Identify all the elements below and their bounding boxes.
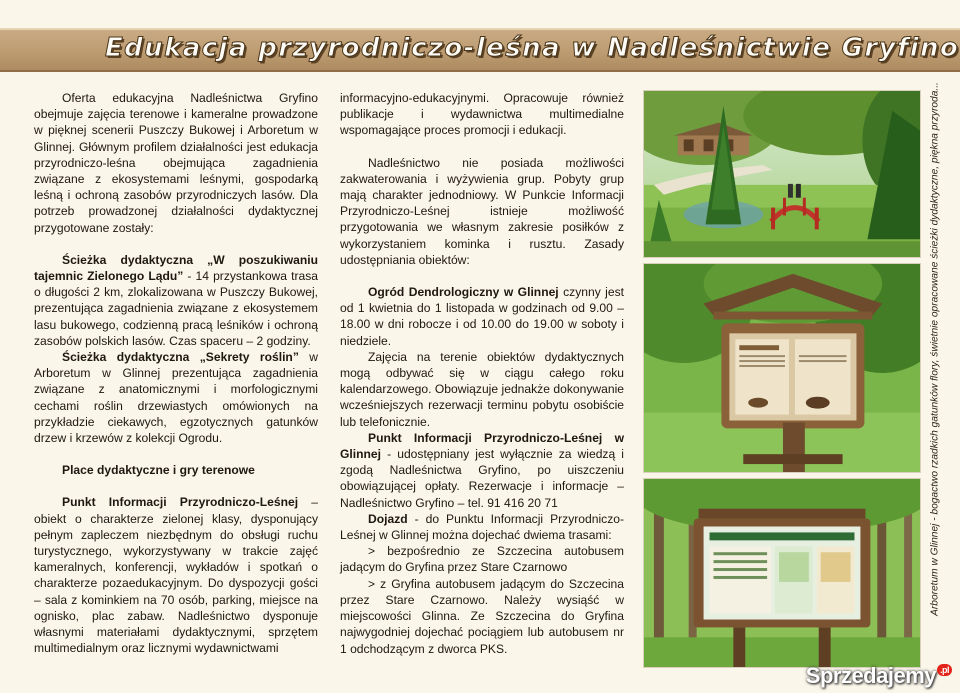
info-point-access-text: - udostępniany jest wyłącznie za wiedzą i zgodą Nadleśnictwa Gryfino, po uiszczeniu obowiązującej opłaty. Rezerwacje i informacje – Nadleśnictwo Gryfino – tel. 91 416 20 71 [340, 447, 624, 510]
photo-arboretum-bridge [643, 90, 921, 258]
vertical-caption [926, 82, 944, 616]
page-title: Edukacja przyrodniczo-leśna w Nadleśnictwie Gryfino [105, 33, 960, 63]
info-point-access-paragraph [340, 430, 624, 511]
directions-text: - do Punktu Informacji Przyrodniczo-Leśnej w Glinnej można dojechać dwiema trasami: [340, 511, 624, 543]
trail-board-image [644, 264, 920, 472]
info-point-paragraph [34, 494, 318, 656]
trail-plant-secrets-heading: Ścieżka dydaktyczna „Sekrety roślin” [62, 350, 299, 365]
info-point-access-heading: Punkt Informacji Przyrodniczo-Leśnej w Glinnej [340, 430, 624, 462]
publications-paragraph: informacyjno-edukacyjnymi. Opracowuje również publikacje i wydawnictwa multimedialne wspomagające proces promocji i edukacji. [340, 91, 624, 138]
directions-paragraph [340, 511, 624, 543]
header-band [0, 28, 960, 72]
spacer [34, 236, 318, 252]
text-column-middle [340, 90, 624, 657]
accommodation-paragraph: Nadleśnictwo nie posiada możliwości zakwaterowania i wyżywienia grup. Pobyty grup mają charakter jednodniowy. W Punkcie Informacji Przyrodniczo-Leśnej istnieje możliwość przygotowania we własnym zakresie posiłków z wykorzystaniem kominka i rusztu. Zasady udostępniania obiektów: [340, 155, 624, 267]
info-point-heading: Punkt Informacji Przyrodniczo-Leśnej [62, 495, 299, 510]
info-point-text: – obiekt o charakterze zielonej klasy, dysponujący pełnym zapleczem niezbędnym do obsługi ruchu turystycznego, wykorzystywany w trakcie zajęć kameralnych, konferencji, wykładów i spotkań o charakterze pozaedukacyjnym. Do dyspozycji gości – sala z kominkiem na 70 osób, parking, miejsce na ognisko, plac zabaw. Nadleśnictwo dysponuje własnymi materiałami dydaktycznymi, sprzętem multimedialnym oraz licznymi wydawnictwami [34, 495, 318, 656]
photo-info-board [643, 478, 921, 668]
arboretum-bridge-image [644, 91, 920, 257]
text-column-left [34, 90, 318, 657]
trail-green-land-text: - 14 przystankowa trasa o długości 2 km, zlokalizowana w Puszczy Bukowej, prezentująca zagadnienia związane z ekosystemem lasu bukowego, codzienną pracą leśników i ochroną zasobów polskich lasów. Czas spaceru – 2 godziny. [34, 269, 318, 348]
trail-green-land-paragraph [34, 252, 318, 349]
garden-hours-text: czynny jest od 1 kwietnia do 1 listopada w godzinach od 9.00 – 18.00 w dni robocze i od 10.00 do 19.00 w soboty i niedziele. [340, 285, 624, 348]
watermark-suffix: .pl [937, 664, 952, 676]
directions-heading: Dojazd [368, 511, 408, 526]
watermark-text: Sprzedajemy [805, 663, 936, 688]
route-one: > bezpośrednio ze Szczecina autobusem jadącym do Gryfina przez Stare Czarnowo [340, 544, 624, 575]
spacer [34, 478, 318, 494]
spacer [340, 139, 624, 155]
spacer [340, 268, 624, 284]
reservations-paragraph: Zajęcia na terenie obiektów dydaktycznych mogą odbywać się w ciągu całego roku kalendarzowego. Obowiązuje jednakże dokonywanie wcześniejszych rezerwacji terminu pobytu osobiście lub telefonicznie. [340, 349, 624, 429]
intro-paragraph: Oferta edukacyjna Nadleśnictwa Gryfino obejmuje zajęcia terenowe i kameralne prowadzone w pięknej scenerii Puszczy Bukowej i Arboretum w Glinnej. Głównym profilem działalności jest edukacja przyrodniczo-leśna obejmująca zagadnienia związane z ekosystemami leśnymi, gospodarką leśną i ochroną zasobów przyrodniczych lasów. Dla potrzeb prowadzonej działalności dydaktycznej przygotowane zostały: [34, 91, 318, 235]
route-two: > z Gryfina autobusem jadącym do Szczecina przez Stare Czarnowo. Należy wysiąść w miejscowości Glinna. Ze Szczecina do Gryfina najwygodniej dojechać pociągiem lub autobusem nr 1 odchodzącym z dworca PKS. [340, 576, 624, 656]
garden-hours-heading: Ogród Dendrologiczny w Glinnej [368, 285, 559, 300]
playgrounds-heading-text: Place dydaktyczne i gry terenowe [62, 463, 255, 478]
photo-trail-board [643, 263, 921, 473]
watermark [806, 663, 952, 689]
garden-hours-paragraph [340, 284, 624, 349]
info-board-image [644, 479, 920, 667]
playgrounds-heading [34, 462, 318, 478]
trail-plant-secrets-paragraph [34, 349, 318, 446]
trail-green-land-heading: Ścieżka dydaktyczna „W poszukiwaniu tajemnic Zielonego Lądu” [34, 252, 318, 284]
trail-plant-secrets-text: w Arboretum w Glinnej prezentująca zagadnienia związane z anatomicznymi i morfologicznymi cechami roślin drzewiastych omówionych na przykładzie ciekawych, egzotycznych gatunków drzew i krzewów z kolekcji Ogrodu. [34, 350, 318, 446]
vertical-caption-text: Arboretum w Glinnej - bogactwo rzadkich gatunków flory, świetnie opracowane ścieżki dydaktyczne, piękna przyroda... [929, 82, 941, 616]
spacer [34, 446, 318, 462]
